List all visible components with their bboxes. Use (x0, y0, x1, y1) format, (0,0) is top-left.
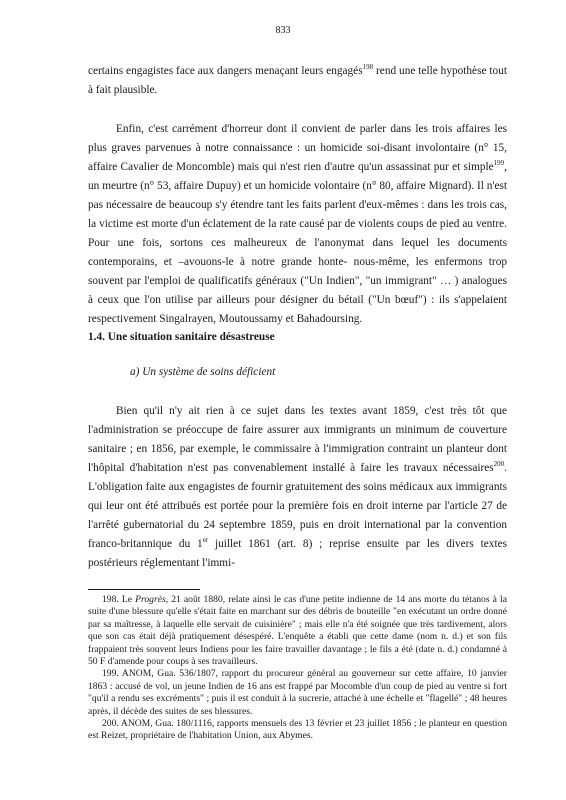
paragraph-text: , un meurtre (n° 53, affaire Dupuy) et un homicide volontaire (n° 80, affaire Mignard). Il n'est pas nécessaire de beaucoup s'y étendre tant les faits parlent d'eux-mêmes : dans les trois cas, la victime est morte d'un éclatement de la rate causé par de violents coups de pied au ventre. Pour une fois, sortons ces malheureux de l'anonymat dans lequel les documents contemporains, et –avouons-le à notre grande honte- nous-même, les enfermons trop souvent par l'emploi de qualificatifs généraux ("Un Indien", "un immigrant" … ) analogues à ceux que l'on utilise par ailleurs pour désigner du bétail ("Un bœuf") : ils s'appelaient respectivement Singalrayen, Moutoussamy et Bahadoursing. (88, 161, 507, 325)
paragraph-text: juillet 1861 (art. 8) ; reprise ensuite par les divers textes postérieurs réglementant l'immi- (88, 538, 508, 569)
body-paragraph-2 (88, 120, 507, 329)
footnote-prefix: 198. Le (102, 594, 136, 605)
footnote-198 (88, 594, 507, 668)
section-heading: 1.4. Une situation sanitaire désastreuse (88, 331, 275, 343)
footnote-199 (88, 668, 507, 718)
footnote-text: 200. ANOM, Gua. 180/1116, rapports mensuels des 13 février et 23 juillet 1856 ; le planteur en question est Reizet, propriétaire de l'habitation Union, aux Abymes. (88, 718, 507, 742)
footnote-ref-200[interactable]: 200 (493, 460, 505, 469)
footnote-ref-198[interactable]: 198 (362, 63, 374, 72)
footnote-200 (88, 718, 507, 743)
footnote-separator (88, 589, 200, 590)
paragraph-text: Bien qu'il n'y ait rien à ce sujet dans les textes avant 1859, c'est très tôt que l'administration se préoccupe de faire assurer aux immigrants un minimum de couverture sanitaire ; en 1856, par exemple, le commissaire à l'immigration contraint un planteur dont l'hôpital d'habitation n'est pas convenablement installé à faire les travaux nécessaires (88, 405, 507, 474)
paragraph-text: Enfin, c'est carrément d'horreur dont il convient de parler dans les trois affaires les plus graves parvenues à notre connaissance : un homicide soi-disant involontaire (n° 15, affaire Cavalier de Moncomble) mais qui n'est rien d'autre qu'un assassinat pur et simple (88, 123, 507, 173)
body-paragraph-1 (88, 62, 507, 100)
footnote-text: , 21 août 1880, relate ainsi le cas d'une petite indienne de 14 ans morte du tétanos à la suite d'une blessure qu'elle s'était faite en marchant sur des débris de bouteille "en exécutant un ordre donné par sa maîtresse, à laquelle elle servait de cuisinière" ; mais elle n'a été soignée que très tardivement, alors que son cas était déjà pratiquement désespéré. L'enquête a établi que cette dame (nom n. d.) et son fils frappaient très souvent leurs Indiens pour les faire travailler davantage ; le fils a été (date n. d.) condamné à 50 F d'amende pour coups à ses travailleurs. (88, 594, 507, 668)
footnote-text: 199. ANOM, Gua. 536/1807, rapport du procureur général au gouverneur sur cette affaire, 10 janvier 1863 : accusé de vol, un jeune Indien de 16 ans est frappé par Mocomble d'un coup de pied au ventre si fort "qu'il a rendu ses excréments" ; puis il est conduit à la sucrerie, attaché à une échelle et "flagellé" ; 48 heures après, il décède des suites de ses blessures. (88, 668, 507, 717)
paragraph-text: rend une telle hypothèse tout à fait plausible. (88, 65, 507, 96)
newspaper-title: Progrès (135, 594, 166, 605)
body-paragraph-3 (88, 402, 507, 573)
ordinal-superscript: er (202, 536, 209, 545)
footnotes (88, 594, 507, 743)
subsection-heading: a) Un système de soins déficient (130, 366, 276, 378)
page-number: 833 (275, 25, 291, 36)
paragraph-text: certains engagistes face aux dangers menaçant leurs engagés (88, 65, 363, 77)
paragraph-text: . L'obligation faite aux engagistes de fournir gratuitement des soins médicaux aux immigrants qui leur ont été attribués est portée pour la première fois en droit interne par l'article 27 de l'arrêté gubernatorial du 24 septembre 1859, puis en droit international par la convention franco-britannique du 1 (88, 462, 507, 550)
footnote-ref-199[interactable]: 199 (493, 159, 505, 168)
